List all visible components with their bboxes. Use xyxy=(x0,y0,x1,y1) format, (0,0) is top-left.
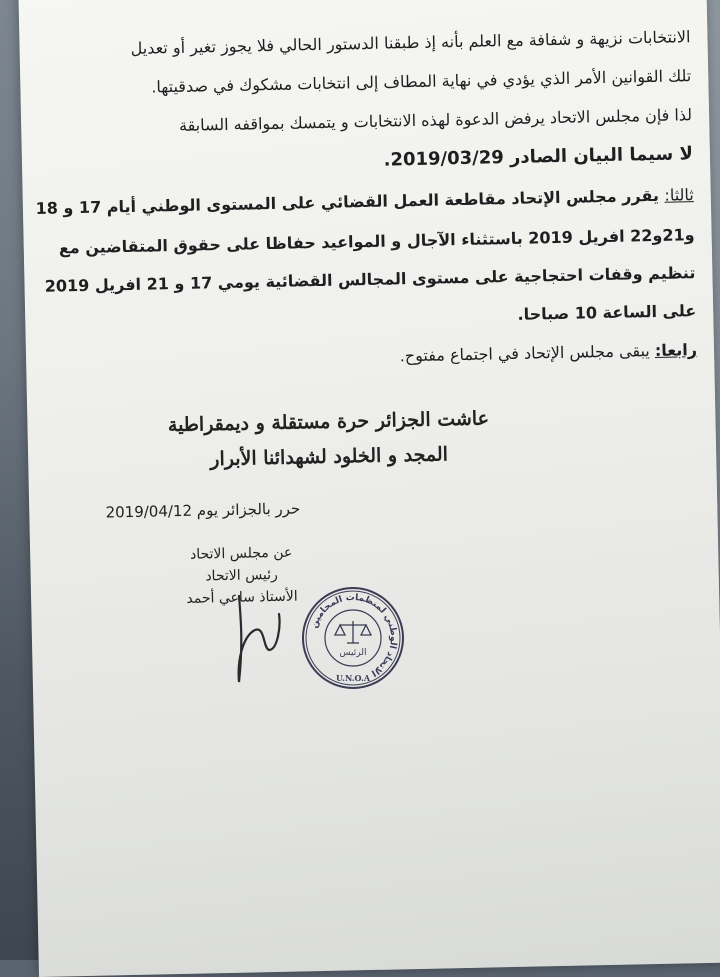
sign-line-1: عن مجلس الاتحاد xyxy=(189,544,293,563)
official-stamp xyxy=(300,585,406,691)
third-clause-line-1 xyxy=(35,185,694,218)
sign-line-2: رئيس الاتحاد xyxy=(205,566,279,585)
third-clause-line-4: على الساعة 10 صباحا. xyxy=(517,301,697,324)
text-line-4: لا سيما البيان الصادر 2019/03/29. xyxy=(383,143,694,171)
date-line: حرر بالجزائر يوم 2019/04/12 xyxy=(105,499,301,522)
fourth-label: رابعا: xyxy=(654,340,698,361)
third-text-1: يقرر مجلس الإتحاد مقاطعة العمل القضائي على المستوى الوطني أيام 17 و 18 xyxy=(35,185,665,218)
stamp-ring-text: الاتحاد الوطني لمنظمات المحامين xyxy=(309,592,399,678)
text-line-1: الانتخابات نزيهة و شفافة مع العلم بأنه إذ طبقنا الدستور الحالي فلا يجوز تغير أو تعديل xyxy=(130,27,691,58)
closing-line-2: المجد و الخلود لشهدائنا الأبرار xyxy=(210,443,449,471)
text-line-2: تلك القوانين الأمر الذي يؤدي في نهاية المطاف إلى انتخابات مشكوك في صدقيتها. xyxy=(151,66,692,97)
text-line-3: لذا فإن مجلس الاتحاد يرفض الدعوة لهذه الانتخابات و يتمسك بمواقفه السابقة xyxy=(178,105,693,135)
handwritten-signature xyxy=(225,590,295,690)
fourth-clause xyxy=(47,340,697,373)
scales-icon xyxy=(335,621,371,643)
stamp-bottom-text: U.N.O.A xyxy=(335,673,371,683)
third-clause-line-2: و21و22 افريل 2019 باستثناء الآجال و المواعيد حفاظا على حقوق المتقاضين مع xyxy=(58,225,695,258)
stamp-center-text: الرئيس xyxy=(339,648,367,658)
third-label: ثالثا: xyxy=(664,185,694,205)
third-clause-line-3: تنظيم وقفات احتجاجية على مستوى المجالس القضائية يومي 17 و 21 افريل 2019 xyxy=(44,263,696,296)
sign-line-3: الأستاذ ساعي أحمد xyxy=(186,588,298,607)
closing-line-1: عاشت الجزائر حرة مستقلة و ديمقراطية xyxy=(167,407,490,437)
fourth-text: يبقى مجلس الإتحاد في اجتماع مفتوح. xyxy=(399,341,656,366)
